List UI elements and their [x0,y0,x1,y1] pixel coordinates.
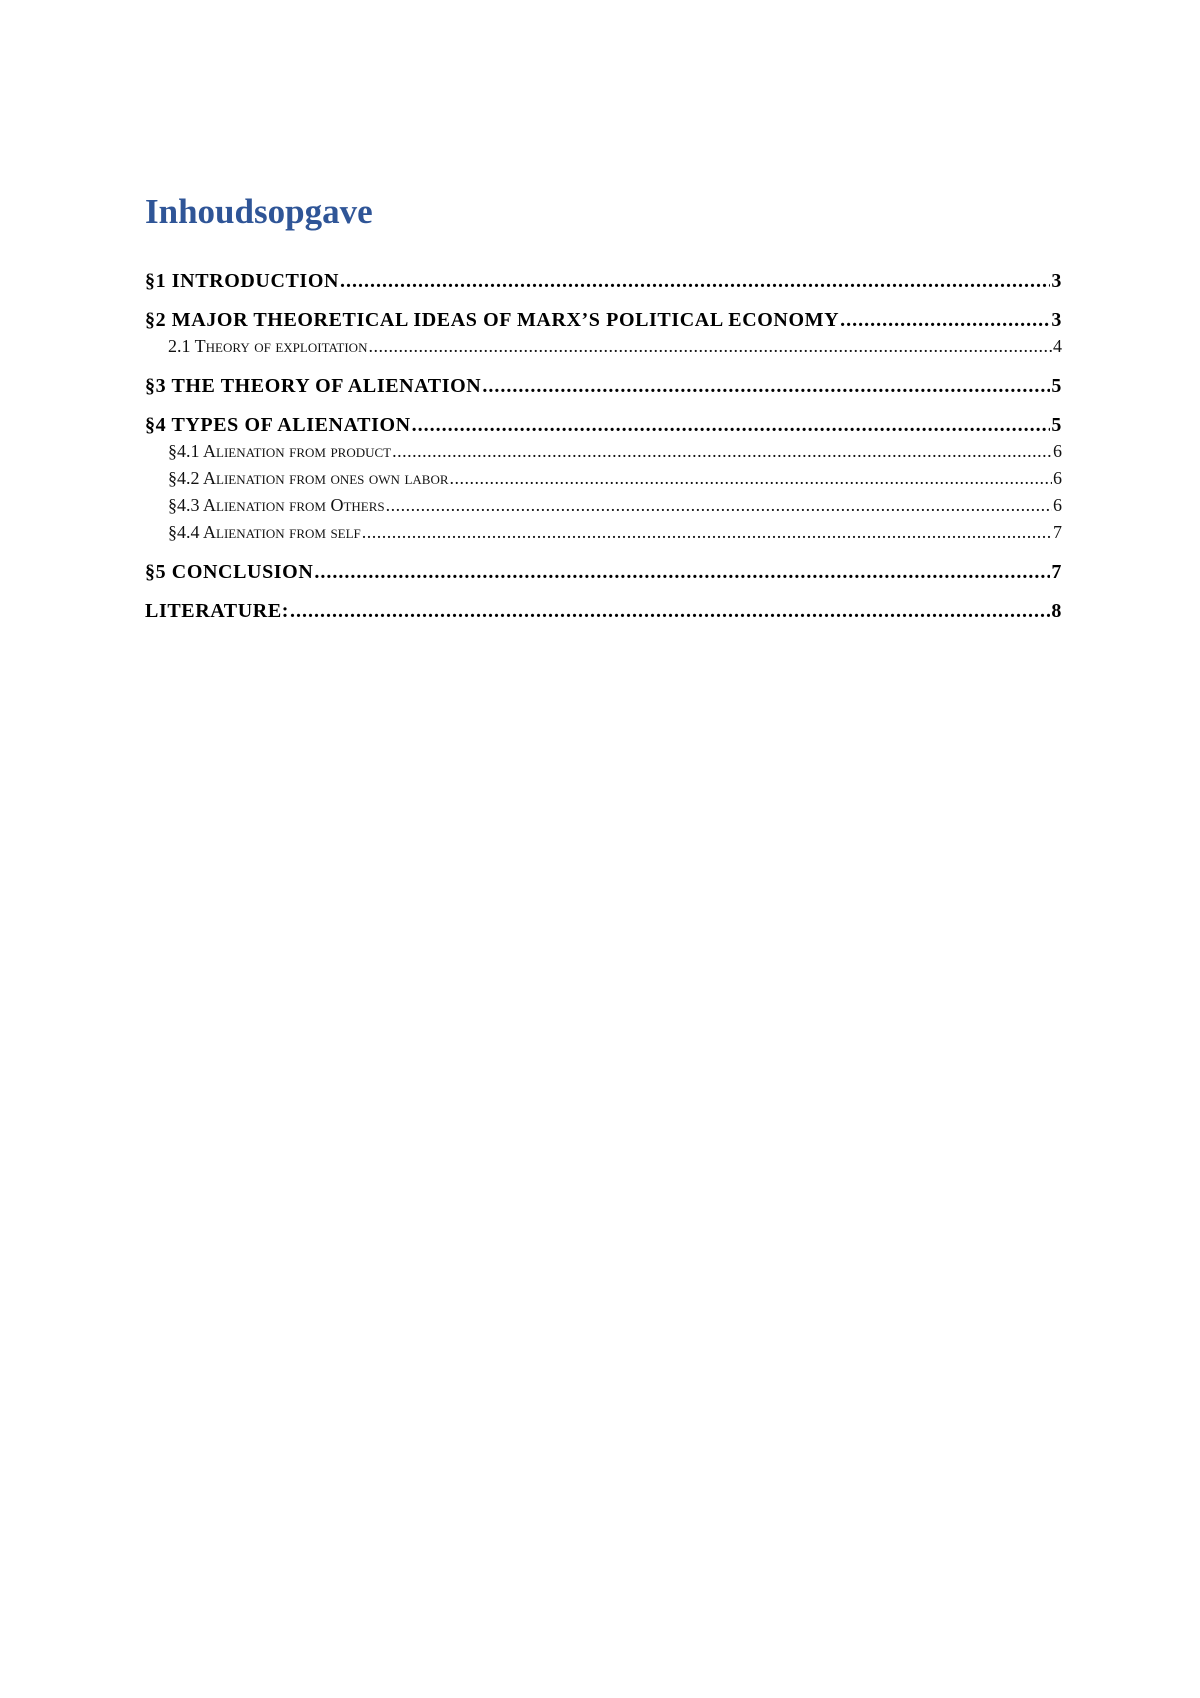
toc-entry-major-theoretical-ideas[interactable] [145,307,1062,333]
toc-title: Inhoudsopgave [145,192,373,231]
dot-leader [840,307,1050,333]
toc-entry-label: §2 MAJOR THEORETICAL IDEAS OF MARX’S POLITICAL ECONOMY [145,309,840,331]
toc-page-number: 5 [1051,375,1062,397]
toc-entry-label: §4.4 Alienation from self [168,522,361,542]
dot-leader [392,438,1052,465]
dot-leader [450,465,1053,492]
toc-entry-alienation-from-others[interactable] [145,492,1062,519]
toc-page-number: 4 [1053,336,1062,356]
dot-leader [386,492,1052,519]
toc-entry-theory-of-exploitation[interactable] [145,333,1062,360]
dot-leader [412,412,1051,438]
toc-entry-label: §4.2 Alienation from ones own labor [168,468,449,488]
toc-page-number: 6 [1053,441,1062,461]
toc-entry-introduction[interactable] [145,268,1062,294]
dot-leader [368,333,1052,360]
toc-entry-label: §4.1 Alienation from product [168,441,392,461]
toc-entry-types-of-alienation[interactable] [145,412,1062,438]
toc-entry-label: §5 CONCLUSION [145,561,314,583]
dot-leader [290,598,1050,624]
toc-page-number: 7 [1053,522,1062,542]
toc-entry-label: §4 TYPES OF ALIENATION [145,414,411,436]
toc-page-number: 6 [1053,468,1062,488]
toc-page-number: 5 [1051,414,1062,436]
dot-leader [340,268,1050,294]
toc-page-number: 6 [1053,495,1062,515]
toc-entry-label: §3 THE THEORY OF ALIENATION [145,375,482,397]
toc-entry-label: 2.1 Theory of exploitation [168,336,368,356]
toc-entry-label: §1 INTRODUCTION [145,270,340,292]
toc-entry-literature[interactable] [145,598,1062,624]
toc-entry-label: LITERATURE: [145,600,290,622]
table-of-contents [145,268,1062,624]
toc-page-number: 3 [1051,309,1062,331]
toc-entry-theory-of-alienation[interactable] [145,373,1062,399]
toc-entry-alienation-from-self[interactable] [145,519,1062,546]
toc-entry-alienation-from-product[interactable] [145,438,1062,465]
toc-page-number: 7 [1051,561,1062,583]
toc-entry-label: §4.3 Alienation from Others [168,495,385,515]
dot-leader [362,519,1052,546]
toc-page-number: 8 [1051,600,1062,622]
dot-leader [314,559,1050,585]
toc-entry-alienation-from-labor[interactable] [145,465,1062,492]
dot-leader [482,373,1050,399]
toc-entry-conclusion[interactable] [145,559,1062,585]
toc-page-number: 3 [1051,270,1062,292]
